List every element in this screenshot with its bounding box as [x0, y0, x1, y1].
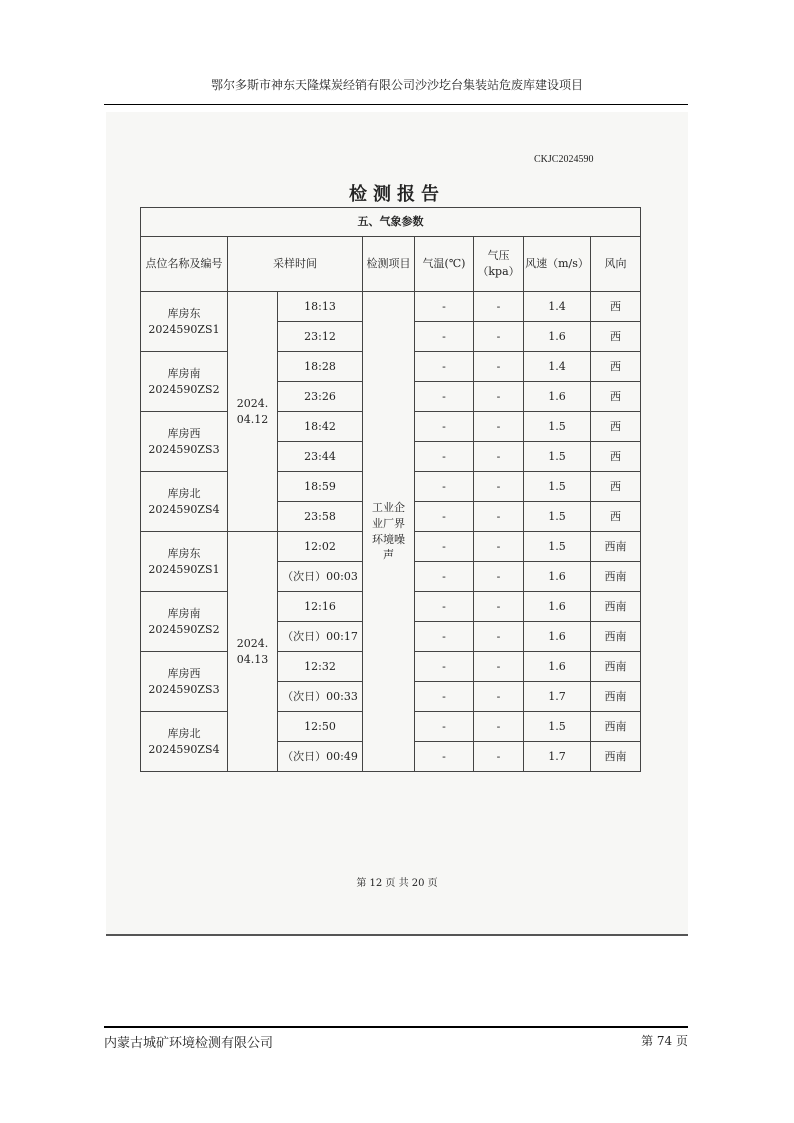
location-name: 库房南 — [167, 366, 201, 380]
wind-speed-cell — [524, 352, 591, 382]
pressure-cell — [474, 322, 524, 352]
wind-direction-cell-text: 西南 — [604, 629, 627, 643]
wind-direction-cell — [591, 502, 641, 532]
document-header-title: 鄂尔多斯市神东天隆煤炭经销有限公司沙沙圪台集装站危废库建设项目 — [210, 78, 583, 92]
temperature-cell — [415, 562, 474, 592]
wind-direction-cell — [591, 682, 641, 712]
location-name: 库房北 — [167, 726, 201, 740]
wind-speed-cell-text: 1.4 — [548, 299, 566, 313]
sampling-time-cell — [278, 502, 363, 532]
wind-direction-cell — [591, 712, 641, 742]
temperature-cell — [415, 532, 474, 562]
pressure-cell-text: - — [496, 449, 501, 463]
location-cell — [141, 712, 228, 772]
footer-divider — [104, 1026, 688, 1028]
sampling-time-cell-text: 23:44 — [304, 449, 336, 463]
wind-speed-cell — [524, 712, 591, 742]
pressure-cell — [474, 712, 524, 742]
temperature-cell-text: - — [442, 419, 446, 433]
sampling-time-cell — [278, 652, 363, 682]
pressure-cell — [474, 412, 524, 442]
location-code: 2024590ZS2 — [148, 382, 220, 396]
wind-direction-cell — [591, 592, 641, 622]
location-name: 库房西 — [167, 666, 201, 680]
pressure-cell-text: - — [496, 569, 501, 583]
sampling-time-cell — [278, 352, 363, 382]
wind-direction-cell — [591, 412, 641, 442]
wind-speed-cell — [524, 682, 591, 712]
footer-company: 内蒙古城矿环境检测有限公司 — [104, 1036, 274, 1051]
wind-speed-cell — [524, 412, 591, 442]
sampling-time-cell-text: （次日）00:33 — [282, 689, 358, 703]
temperature-cell — [415, 712, 474, 742]
pressure-cell-text: - — [496, 689, 501, 703]
wind-direction-cell — [591, 292, 641, 322]
sampling-time-cell-text: 18:13 — [304, 299, 336, 313]
wind-speed-cell — [524, 652, 591, 682]
wind-direction-cell-text: 西南 — [604, 749, 627, 763]
pressure-cell-text: - — [496, 599, 501, 613]
location-cell — [141, 412, 228, 472]
temperature-cell — [415, 622, 474, 652]
temperature-cell — [415, 322, 474, 352]
pressure-cell — [474, 562, 524, 592]
wind-direction-cell-text: 西南 — [604, 539, 627, 553]
temperature-cell — [415, 592, 474, 622]
sampling-time-cell — [278, 412, 363, 442]
sampling-time-cell — [278, 622, 363, 652]
pressure-cell — [474, 502, 524, 532]
temperature-cell-text: - — [442, 359, 446, 373]
location-code: 2024590ZS4 — [148, 502, 220, 516]
wind-direction-cell-text: 西 — [610, 419, 621, 433]
temperature-cell-text: - — [442, 719, 446, 733]
sampling-time-cell — [278, 382, 363, 412]
wind-speed-cell — [524, 502, 591, 532]
pressure-cell — [474, 382, 524, 412]
pressure-cell-text: - — [496, 419, 501, 433]
temperature-cell-text: - — [442, 389, 446, 403]
location-code: 2024590ZS2 — [148, 622, 220, 636]
wind-direction-cell-text: 西南 — [604, 599, 627, 613]
pressure-cell-text: - — [496, 359, 501, 373]
location-code: 2024590ZS4 — [148, 742, 220, 756]
pressure-cell-text: - — [496, 299, 501, 313]
wind-direction-cell-text: 西南 — [604, 689, 627, 703]
wind-direction-cell — [591, 532, 641, 562]
sampling-time-cell-text: 12:50 — [304, 719, 336, 733]
table-row — [141, 292, 641, 322]
temperature-cell — [415, 742, 474, 772]
pressure-cell — [474, 622, 524, 652]
temperature-cell-text: - — [442, 509, 446, 523]
report-title: 检测报告 — [349, 184, 445, 205]
wind-speed-cell-text: 1.6 — [548, 389, 566, 403]
temperature-cell — [415, 652, 474, 682]
sampling-time-cell-text: 12:32 — [304, 659, 336, 673]
temperature-cell-text: - — [442, 659, 446, 673]
footer-page-number: 第 74 页 — [641, 1034, 688, 1048]
pressure-cell — [474, 682, 524, 712]
sampling-time-cell-text: 23:26 — [304, 389, 336, 403]
wind-direction-cell — [591, 622, 641, 652]
wind-direction-cell — [591, 742, 641, 772]
wind-direction-cell-text: 西 — [610, 299, 621, 313]
wind-speed-cell — [524, 742, 591, 772]
wind-speed-cell-text: 1.6 — [548, 659, 566, 673]
sampling-time-cell-text: 18:59 — [304, 479, 336, 493]
location-code: 2024590ZS1 — [148, 322, 220, 336]
wind-speed-cell — [524, 382, 591, 412]
temperature-cell — [415, 292, 474, 322]
sampling-time-cell-text: 23:58 — [304, 509, 336, 523]
location-name: 库房南 — [167, 606, 201, 620]
wind-speed-cell-text: 1.5 — [548, 419, 566, 433]
pressure-cell-text: - — [496, 629, 501, 643]
location-code: 2024590ZS1 — [148, 562, 220, 576]
location-cell — [141, 652, 228, 712]
wind-speed-cell — [524, 532, 591, 562]
detection-item-cell — [363, 292, 415, 772]
pressure-cell-text: - — [496, 539, 501, 553]
pressure-cell — [474, 532, 524, 562]
wind-direction-cell — [591, 472, 641, 502]
pressure-cell-text: - — [496, 389, 501, 403]
wind-speed-cell-text: 1.5 — [548, 449, 566, 463]
location-cell — [141, 352, 228, 412]
pressure-cell — [474, 352, 524, 382]
temperature-cell — [415, 442, 474, 472]
temperature-cell-text: - — [442, 539, 446, 553]
wind-speed-cell — [524, 442, 591, 472]
location-cell — [141, 532, 228, 592]
sampling-time-cell-text: 18:42 — [304, 419, 336, 433]
temperature-cell — [415, 382, 474, 412]
wind-direction-cell — [591, 562, 641, 592]
wind-direction-cell-text: 西南 — [604, 659, 627, 673]
sampling-time-cell-text: 23:12 — [304, 329, 336, 343]
temperature-cell — [415, 472, 474, 502]
pressure-cell — [474, 442, 524, 472]
pressure-cell-text: - — [496, 659, 501, 673]
wind-speed-cell-text: 1.5 — [548, 479, 566, 493]
wind-speed-cell-text: 1.6 — [548, 569, 566, 583]
wind-direction-cell — [591, 352, 641, 382]
section-title: 五、气象参数 — [141, 208, 641, 237]
wind-speed-cell — [524, 562, 591, 592]
sampling-time-cell — [278, 442, 363, 472]
pressure-cell-text: - — [496, 329, 501, 343]
temperature-cell-text: - — [442, 569, 446, 583]
wind-speed-cell-text: 1.5 — [548, 509, 566, 523]
sampling-time-cell — [278, 712, 363, 742]
pressure-cell — [474, 472, 524, 502]
pressure-cell — [474, 742, 524, 772]
location-cell — [141, 292, 228, 352]
temperature-cell-text: - — [442, 449, 446, 463]
location-cell — [141, 592, 228, 652]
sampling-time-cell-text: 18:28 — [304, 359, 336, 373]
sampling-time-cell-text: （次日）00:17 — [282, 629, 358, 643]
wind-speed-cell — [524, 592, 591, 622]
location-name: 库房东 — [167, 306, 201, 320]
wind-speed-cell-text: 1.5 — [548, 539, 566, 553]
temperature-cell-text: - — [442, 599, 446, 613]
report-number: CKJC2024590 — [534, 154, 594, 165]
report-page-indicator: 第 12 页 共 20 页 — [356, 878, 438, 889]
sampling-time-cell — [278, 322, 363, 352]
temperature-cell-text: - — [442, 479, 446, 493]
col-header-temperature: 气温(℃) — [415, 237, 474, 292]
wind-speed-cell-text: 1.6 — [548, 599, 566, 613]
sampling-time-cell-text: （次日）00:03 — [282, 569, 358, 583]
sampling-time-cell — [278, 742, 363, 772]
pressure-cell-text: - — [496, 749, 501, 763]
pressure-cell-text: - — [496, 479, 501, 493]
col-header-item: 检测项目 — [363, 237, 415, 292]
sampling-date-cell-text: 2024.04.12 — [236, 396, 269, 426]
temperature-cell — [415, 682, 474, 712]
wind-speed-cell-text: 1.5 — [548, 719, 566, 733]
temperature-cell-text: - — [442, 329, 446, 343]
pressure-cell — [474, 292, 524, 322]
sampling-time-cell-text: （次日）00:49 — [282, 749, 358, 763]
col-header-pressure: 气压（kpa） — [474, 237, 524, 292]
col-header-wind-speed: 风速（m/s） — [524, 237, 591, 292]
sampling-date-cell — [228, 532, 278, 772]
pressure-cell-text: - — [496, 719, 501, 733]
wind-speed-cell-text: 1.4 — [548, 359, 566, 373]
temperature-cell-text: - — [442, 749, 446, 763]
wind-speed-cell-text: 1.7 — [548, 749, 566, 763]
detection-item-cell-text: 工业企业厂界环境噪声 — [372, 500, 405, 562]
sampling-time-cell — [278, 532, 363, 562]
col-header-sampling-time: 采样时间 — [228, 237, 363, 292]
wind-direction-cell — [591, 442, 641, 472]
wind-direction-cell-text: 西 — [610, 359, 621, 373]
temperature-cell — [415, 502, 474, 532]
location-name: 库房西 — [167, 426, 201, 440]
temperature-cell-text: - — [442, 689, 446, 703]
temperature-cell-text: - — [442, 629, 446, 643]
pressure-cell-text: - — [496, 509, 501, 523]
wind-speed-cell — [524, 472, 591, 502]
location-cell — [141, 472, 228, 532]
sampling-time-cell — [278, 682, 363, 712]
meteorological-parameters-table — [140, 207, 641, 772]
wind-direction-cell-text: 西 — [610, 329, 621, 343]
sampling-time-cell-text: 12:16 — [304, 599, 336, 613]
col-header-location: 点位名称及编号 — [141, 237, 228, 292]
wind-direction-cell — [591, 382, 641, 412]
wind-direction-cell-text: 西 — [610, 479, 621, 493]
location-code: 2024590ZS3 — [148, 682, 220, 696]
wind-speed-cell — [524, 622, 591, 652]
sampling-date-cell — [228, 292, 278, 532]
wind-speed-cell-text: 1.7 — [548, 689, 566, 703]
sampling-time-cell-text: 12:02 — [304, 539, 336, 553]
header-divider — [104, 104, 688, 105]
col-header-wind-direction: 风向 — [591, 237, 641, 292]
wind-direction-cell-text: 西 — [610, 389, 621, 403]
wind-direction-cell-text: 西 — [610, 509, 621, 523]
sampling-time-cell — [278, 562, 363, 592]
sampling-time-cell — [278, 472, 363, 502]
wind-direction-cell — [591, 322, 641, 352]
wind-direction-cell-text: 西南 — [604, 719, 627, 733]
wind-speed-cell — [524, 292, 591, 322]
sampling-date-cell-text: 2024.04.13 — [236, 636, 269, 666]
wind-direction-cell-text: 西南 — [604, 569, 627, 583]
location-code: 2024590ZS3 — [148, 442, 220, 456]
pressure-cell — [474, 592, 524, 622]
sampling-time-cell — [278, 292, 363, 322]
wind-direction-cell-text: 西 — [610, 449, 621, 463]
wind-speed-cell-text: 1.6 — [548, 329, 566, 343]
wind-direction-cell — [591, 652, 641, 682]
wind-speed-cell — [524, 322, 591, 352]
location-name: 库房东 — [167, 546, 201, 560]
temperature-cell — [415, 412, 474, 442]
wind-speed-cell-text: 1.6 — [548, 629, 566, 643]
pressure-cell — [474, 652, 524, 682]
temperature-cell-text: - — [442, 299, 446, 313]
temperature-cell — [415, 352, 474, 382]
sampling-time-cell — [278, 592, 363, 622]
location-name: 库房北 — [167, 486, 201, 500]
